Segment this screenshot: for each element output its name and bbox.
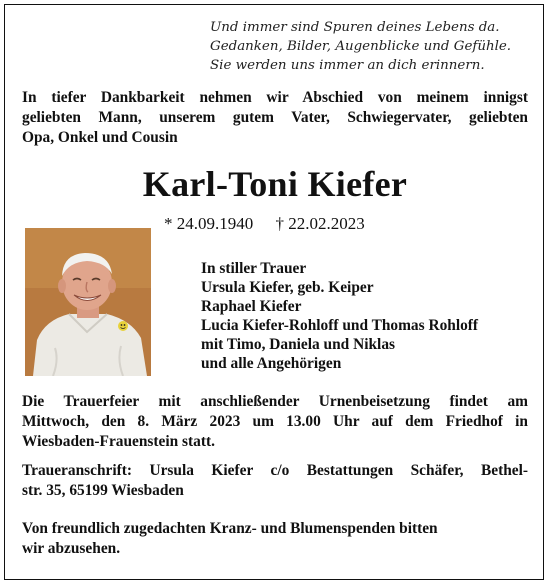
poem-line: Und immer sind Spuren deines Lebens da. <box>210 20 500 35</box>
mourner-name: und alle Angehörigen <box>201 355 342 372</box>
mourner-name: Lucia Kiefer-Rohloff und Thomas Rohloff <box>201 317 479 334</box>
portrait-photo <box>25 228 151 376</box>
flower-line: Von freundlich zugedachten Kranz- und Blumenspenden bitten <box>22 520 438 537</box>
mourner-name: Raphael Kiefer <box>201 298 302 315</box>
deceased-name: Karl-Toni Kiefer <box>142 164 408 204</box>
flower-line: wir abzusehen. <box>22 540 121 557</box>
ceremony-line: Mittwoch, den 8. März 2023 um 13.00 Uhr auf dem Friedhof in <box>22 413 528 430</box>
life-dates <box>164 214 424 234</box>
poem-line: Gedanken, Bilder, Augenblicke und Gefühle. <box>210 39 512 54</box>
poem <box>210 18 530 75</box>
address-line: Traueranschrift: Ursula Kiefer c/o Bestattungen Schäfer, Bethel- <box>22 462 528 479</box>
intro-text <box>22 88 528 148</box>
flower-notice <box>22 519 528 559</box>
mourner-name: mit Timo, Daniela und Niklas <box>201 336 395 353</box>
mourning-address <box>22 461 528 501</box>
mourner-name: Ursula Kiefer, geb. Keiper <box>201 279 374 296</box>
birth-date: * 24.09.1940 <box>164 214 254 233</box>
ceremony-line: Wiesbaden-Frauenstein statt. <box>22 433 215 450</box>
address-line: str. 35, 65199 Wiesbaden <box>22 482 184 499</box>
poem-line: Sie werden uns immer an dich erinnern. <box>210 58 485 73</box>
mourners-heading: In stiller Trauer <box>201 260 307 277</box>
intro-line: Opa, Onkel und Cousin <box>22 129 178 146</box>
death-date: † 22.02.2023 <box>275 214 365 233</box>
portrait-photo-drawing <box>25 228 151 376</box>
ceremony-line: Die Trauerfeier mit anschließender Urnenbeisetzung findet am <box>22 393 528 410</box>
mourners-list <box>201 259 531 373</box>
intro-line: geliebten Mann, unserem gutem Vater, Schwiegervater, geliebten <box>22 109 528 126</box>
ceremony-info <box>22 392 528 452</box>
intro-line: In tiefer Dankbarkeit nehmen wir Abschied von meinem innigst <box>22 89 528 106</box>
